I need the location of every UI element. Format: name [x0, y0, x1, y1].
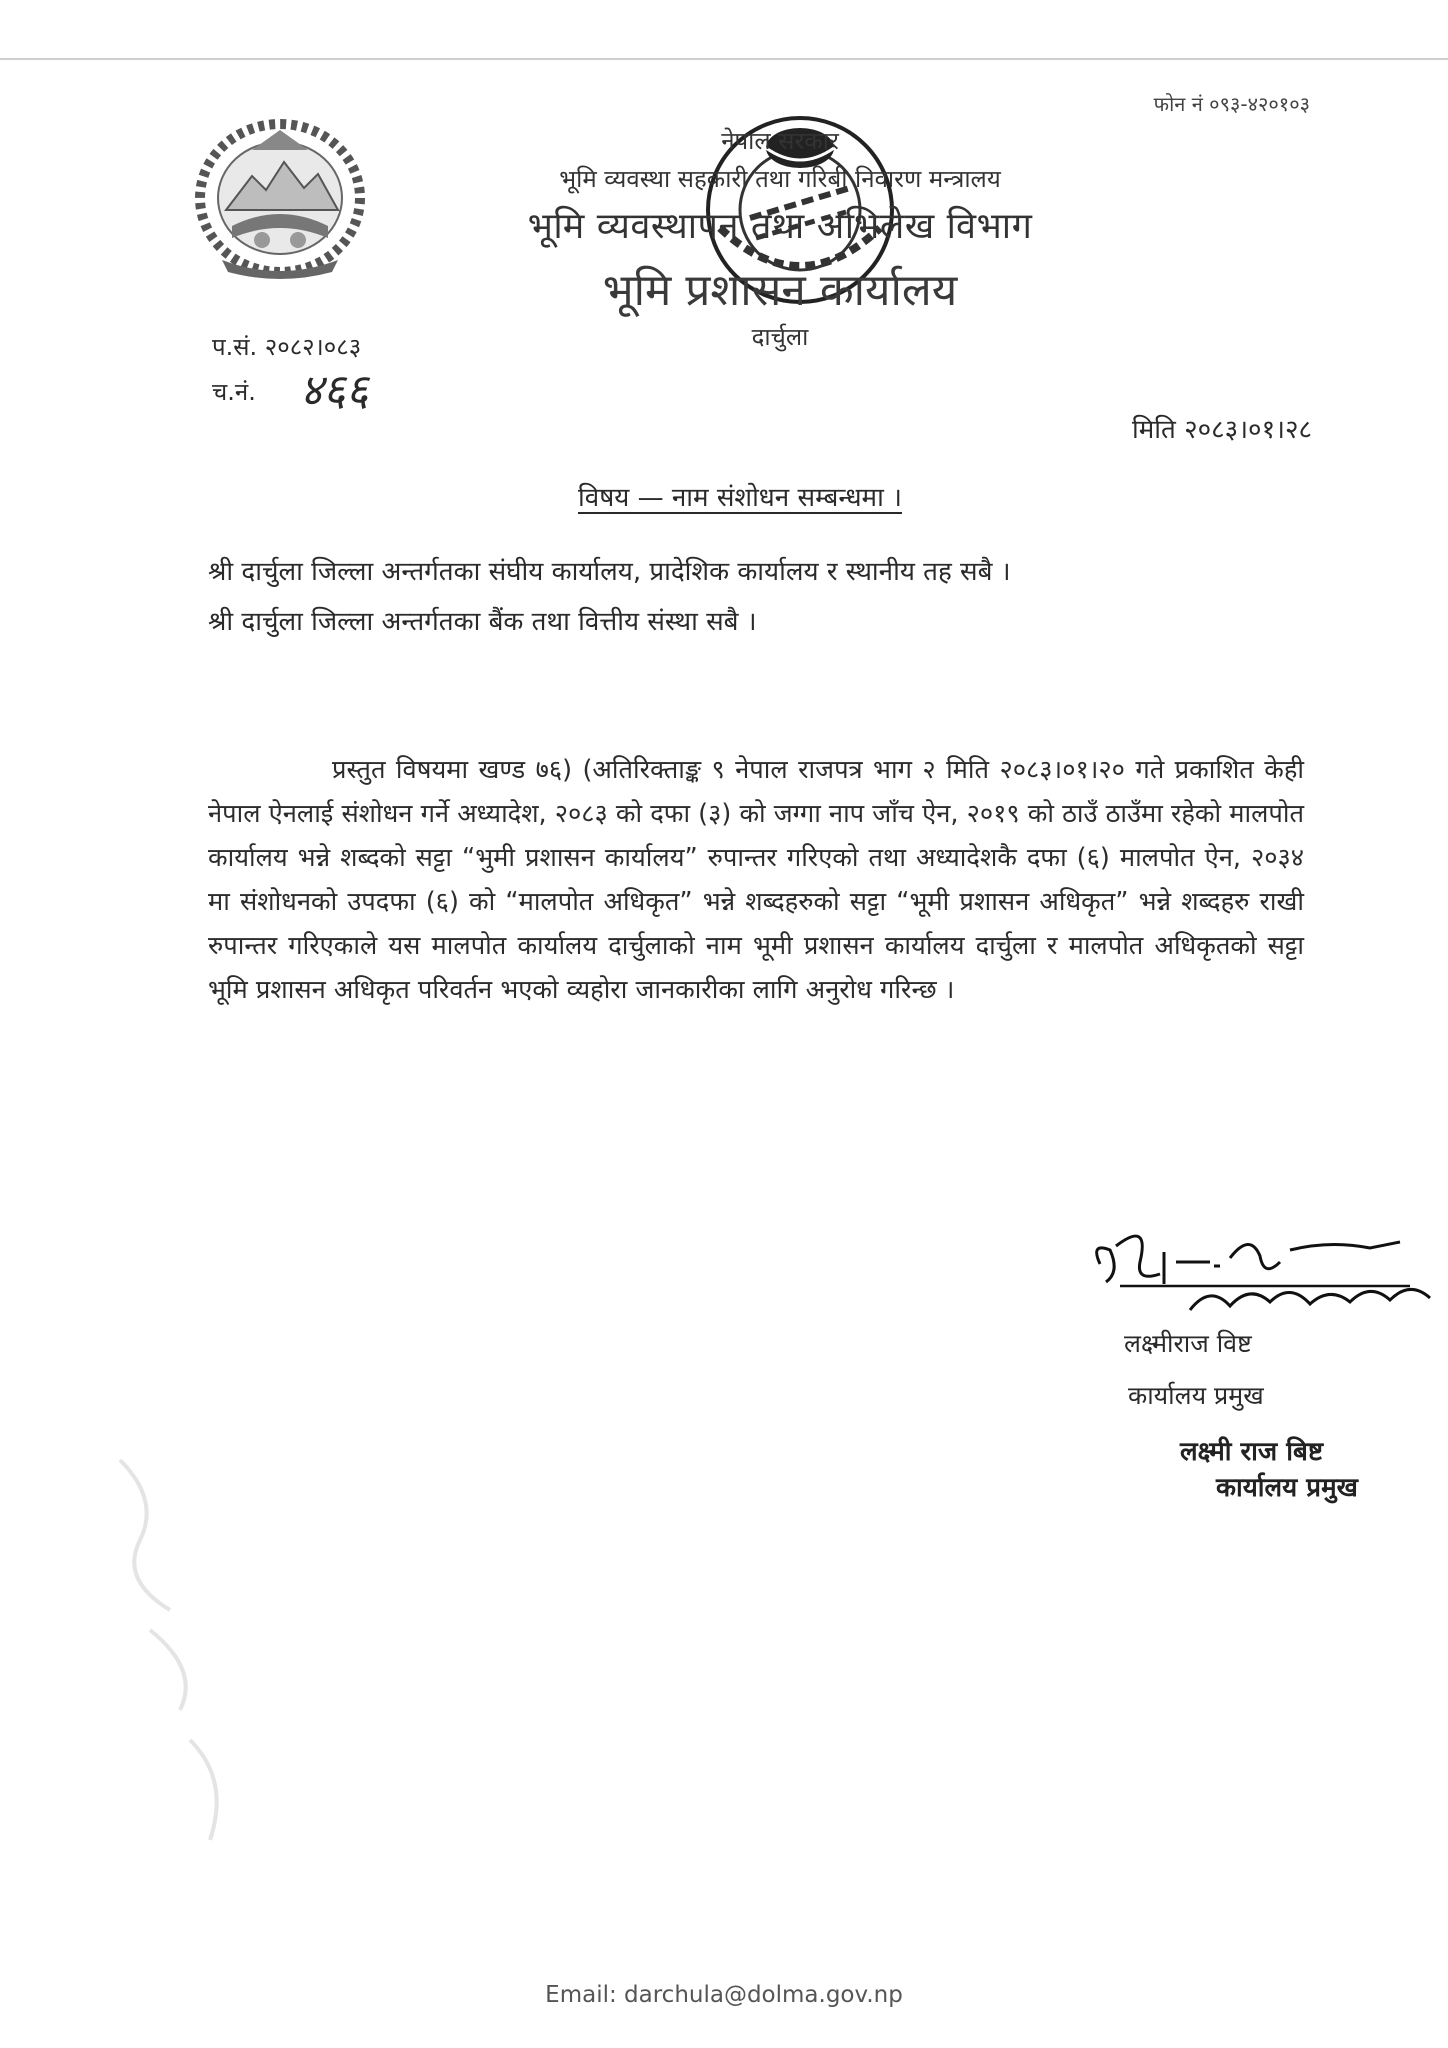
nepal-emblem-icon	[192, 110, 368, 280]
dispatch-number-label: च.नं.	[212, 378, 256, 406]
header-location: दार्चुला	[751, 323, 809, 351]
title-seal: कार्यालय प्रमुख	[1216, 1473, 1358, 1503]
addressee-line: श्री दार्चुला जिल्ला अन्तर्गतका संघीय कार्यालय, प्रादेशिक कार्यालय र स्थानीय तह सबै ।	[208, 557, 1011, 587]
signatory-title: कार्यालय प्रमुख	[1128, 1381, 1264, 1410]
dispatch-number-value: ४६६	[300, 365, 369, 416]
letter-date: मिति २०८३।०१।२८	[1132, 415, 1312, 445]
page-top-edge	[0, 58, 1448, 60]
handwritten-signature	[1080, 1222, 1448, 1332]
header-ministry: भूमि व्यवस्था सहकारी तथा गरिबी निवारण मन्त्रालय	[559, 165, 1001, 193]
footer-email: Email: darchula@dolma.gov.np	[545, 1982, 903, 2008]
header-office: भूमि प्रशासन कार्यालय	[602, 265, 958, 316]
letter-subject	[400, 478, 1080, 514]
phone-number: फोन नं ०९३-४२०१०३	[1153, 92, 1310, 116]
signatory-name: लक्ष्मीराज विष्ट	[1124, 1329, 1252, 1358]
letter-body: प्रस्तुत विषयमा खण्ड ७६) (अतिरिक्ताङ्क ९ नेपाल राजपत्र भाग २ मिति २०८३।०१।२० गते प्रकाशित केही नेपाल ऐनलाई संशोधन गर्ने अध्यादेश, २०८३ को दफा (३) को जग्गा नाप जाँच ऐन, २०१९ को ठाउँ ठाउँमा रहेको मालपोत कार्यालय भन्ने शब्दको सट्टा “भुमी प्रशासन कार्यालय” रुपान्तर गरिएको तथा अध्यादेशकै दफा (६) मालपोत ऐन, २०३४ मा संशोधनको उपदफा (६) को “मालपोत अधिकृत” भन्ने शब्दहरुको सट्टा “भूमी प्रशासन अधिकृत” भन्ने शब्दहरु राखी रुपान्तर गरिएकाले यस मालपोत कार्यालय दार्चुलाको नाम भूमी प्रशासन कार्यालय दार्चुला र मालपोत अधिकृतको सट्टा भूमि प्रशासन अधिकृत परिवर्तन भएको व्यहोरा जानकारीका लागि अनुरोध गरिन्छ ।	[208, 755, 1304, 1005]
bleed-through-marks	[80, 1440, 280, 1860]
addressee-line: श्री दार्चुला जिल्ला अन्तर्गतका बैंक तथा वित्तीय संस्था सबै ।	[208, 607, 757, 637]
header-government: नेपाल सरकार	[721, 127, 839, 155]
header-department: भूमि व्यवस्थापन तथा अभिलेख विभाग	[527, 206, 1033, 247]
name-seal: लक्ष्मी राज बिष्ट	[1180, 1437, 1324, 1467]
fiscal-year-reference: प.सं. २०८२।०८३	[212, 333, 362, 361]
subject-text: विषय — नाम संशोधन सम्बन्धमा ।	[578, 483, 902, 513]
